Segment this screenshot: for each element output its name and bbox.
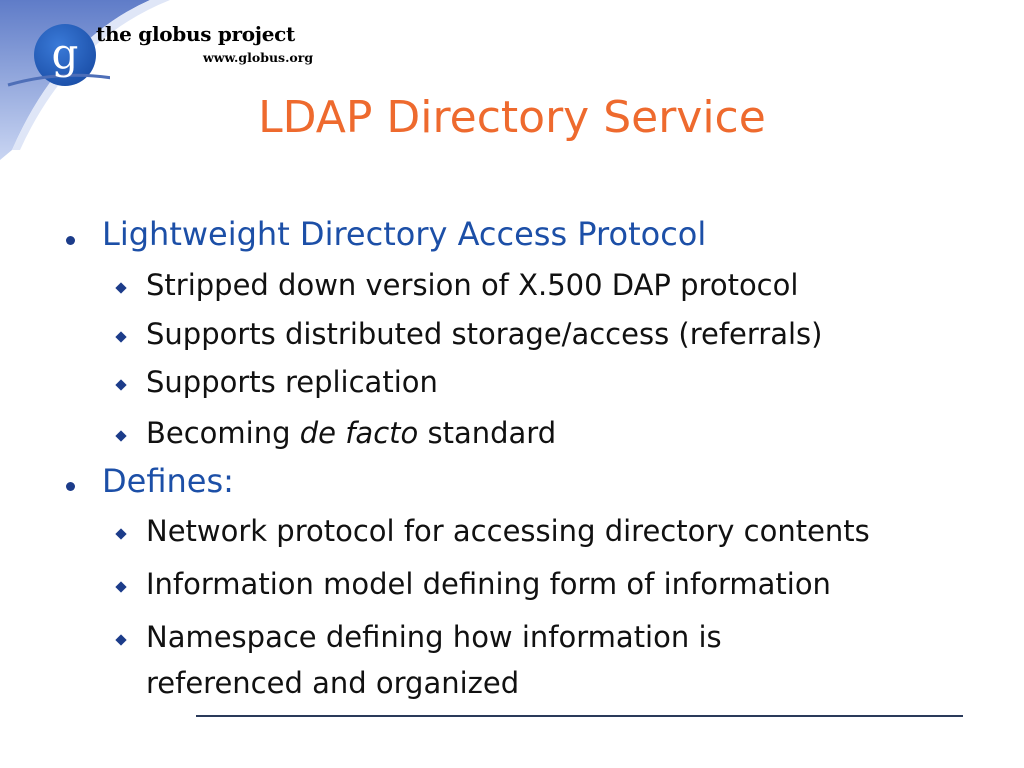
bullet-level2: Stripped down version of X.500 DAP protocol (146, 268, 799, 302)
bullet-level2: Supports replication (146, 365, 438, 399)
bullet-level2: Supports distributed storage/access (referrals) (146, 317, 823, 351)
diamond-bullet-icon (115, 430, 126, 441)
bullet-level2: Network protocol for accessing directory contents (146, 514, 870, 548)
logo-url: www.globus.org (203, 50, 314, 65)
logo-glyph: g (51, 29, 79, 78)
bullet-level2: Namespace defining how information is (146, 620, 722, 654)
diamond-bullet-icon (115, 331, 126, 342)
diamond-bullet-icon (115, 379, 126, 390)
diamond-bullet-icon (115, 581, 126, 592)
bullet-level2 (146, 416, 556, 450)
bullet-level2: Information model defining form of information (146, 567, 831, 601)
bullet-dot-icon (66, 482, 75, 491)
diamond-bullet-icon (115, 634, 126, 645)
bullet-level1: Defines: (102, 462, 234, 500)
diamond-bullet-icon (115, 528, 126, 539)
italic-text-run: de facto (299, 416, 419, 450)
slide-title: LDAP Directory Service (258, 92, 766, 143)
diamond-bullet-icon (115, 282, 126, 293)
bullet-dot-icon (66, 236, 75, 245)
text-run: Becoming (146, 416, 300, 450)
bullet-level2-continuation: referenced and organized (146, 666, 520, 700)
logo-name: the globus project (96, 22, 295, 46)
text-run: standard (418, 416, 557, 450)
footer-divider (196, 715, 963, 717)
bullet-level1: Lightweight Directory Access Protocol (102, 215, 707, 253)
